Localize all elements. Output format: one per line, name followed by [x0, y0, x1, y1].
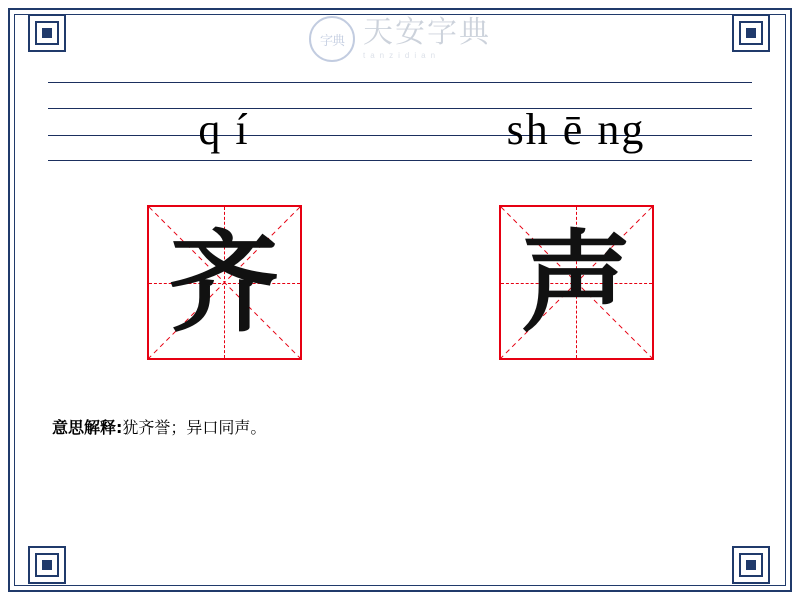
corner-ornament-top-left [28, 14, 68, 54]
site-watermark-logo [309, 16, 491, 62]
logo-subtitle: tanzidian [363, 51, 441, 60]
meaning-line [52, 415, 266, 438]
tianzige-grid [147, 205, 302, 360]
meaning-text: 犹齐誉；异口同声。 [122, 418, 267, 437]
meaning-label: 意思解释: [52, 418, 123, 437]
pinyin-text: q í [198, 105, 250, 154]
pinyin-staff [48, 82, 752, 166]
character-glyph: 声 [521, 218, 631, 347]
pinyin-text: sh ē ng [506, 105, 646, 154]
corner-ornament-top-right [732, 14, 772, 54]
character-cell [48, 205, 400, 360]
character-grid-row [48, 205, 752, 360]
seal-icon: 字典 [309, 16, 355, 62]
logo-title: 天安字典 [363, 16, 491, 49]
pinyin-cell [48, 82, 400, 166]
character-cell [400, 205, 752, 360]
corner-ornament-bottom-right [732, 546, 772, 586]
character-glyph: 齐 [169, 218, 279, 347]
corner-ornament-bottom-left [28, 546, 68, 586]
pinyin-cell [400, 82, 752, 166]
tianzige-grid [499, 205, 654, 360]
